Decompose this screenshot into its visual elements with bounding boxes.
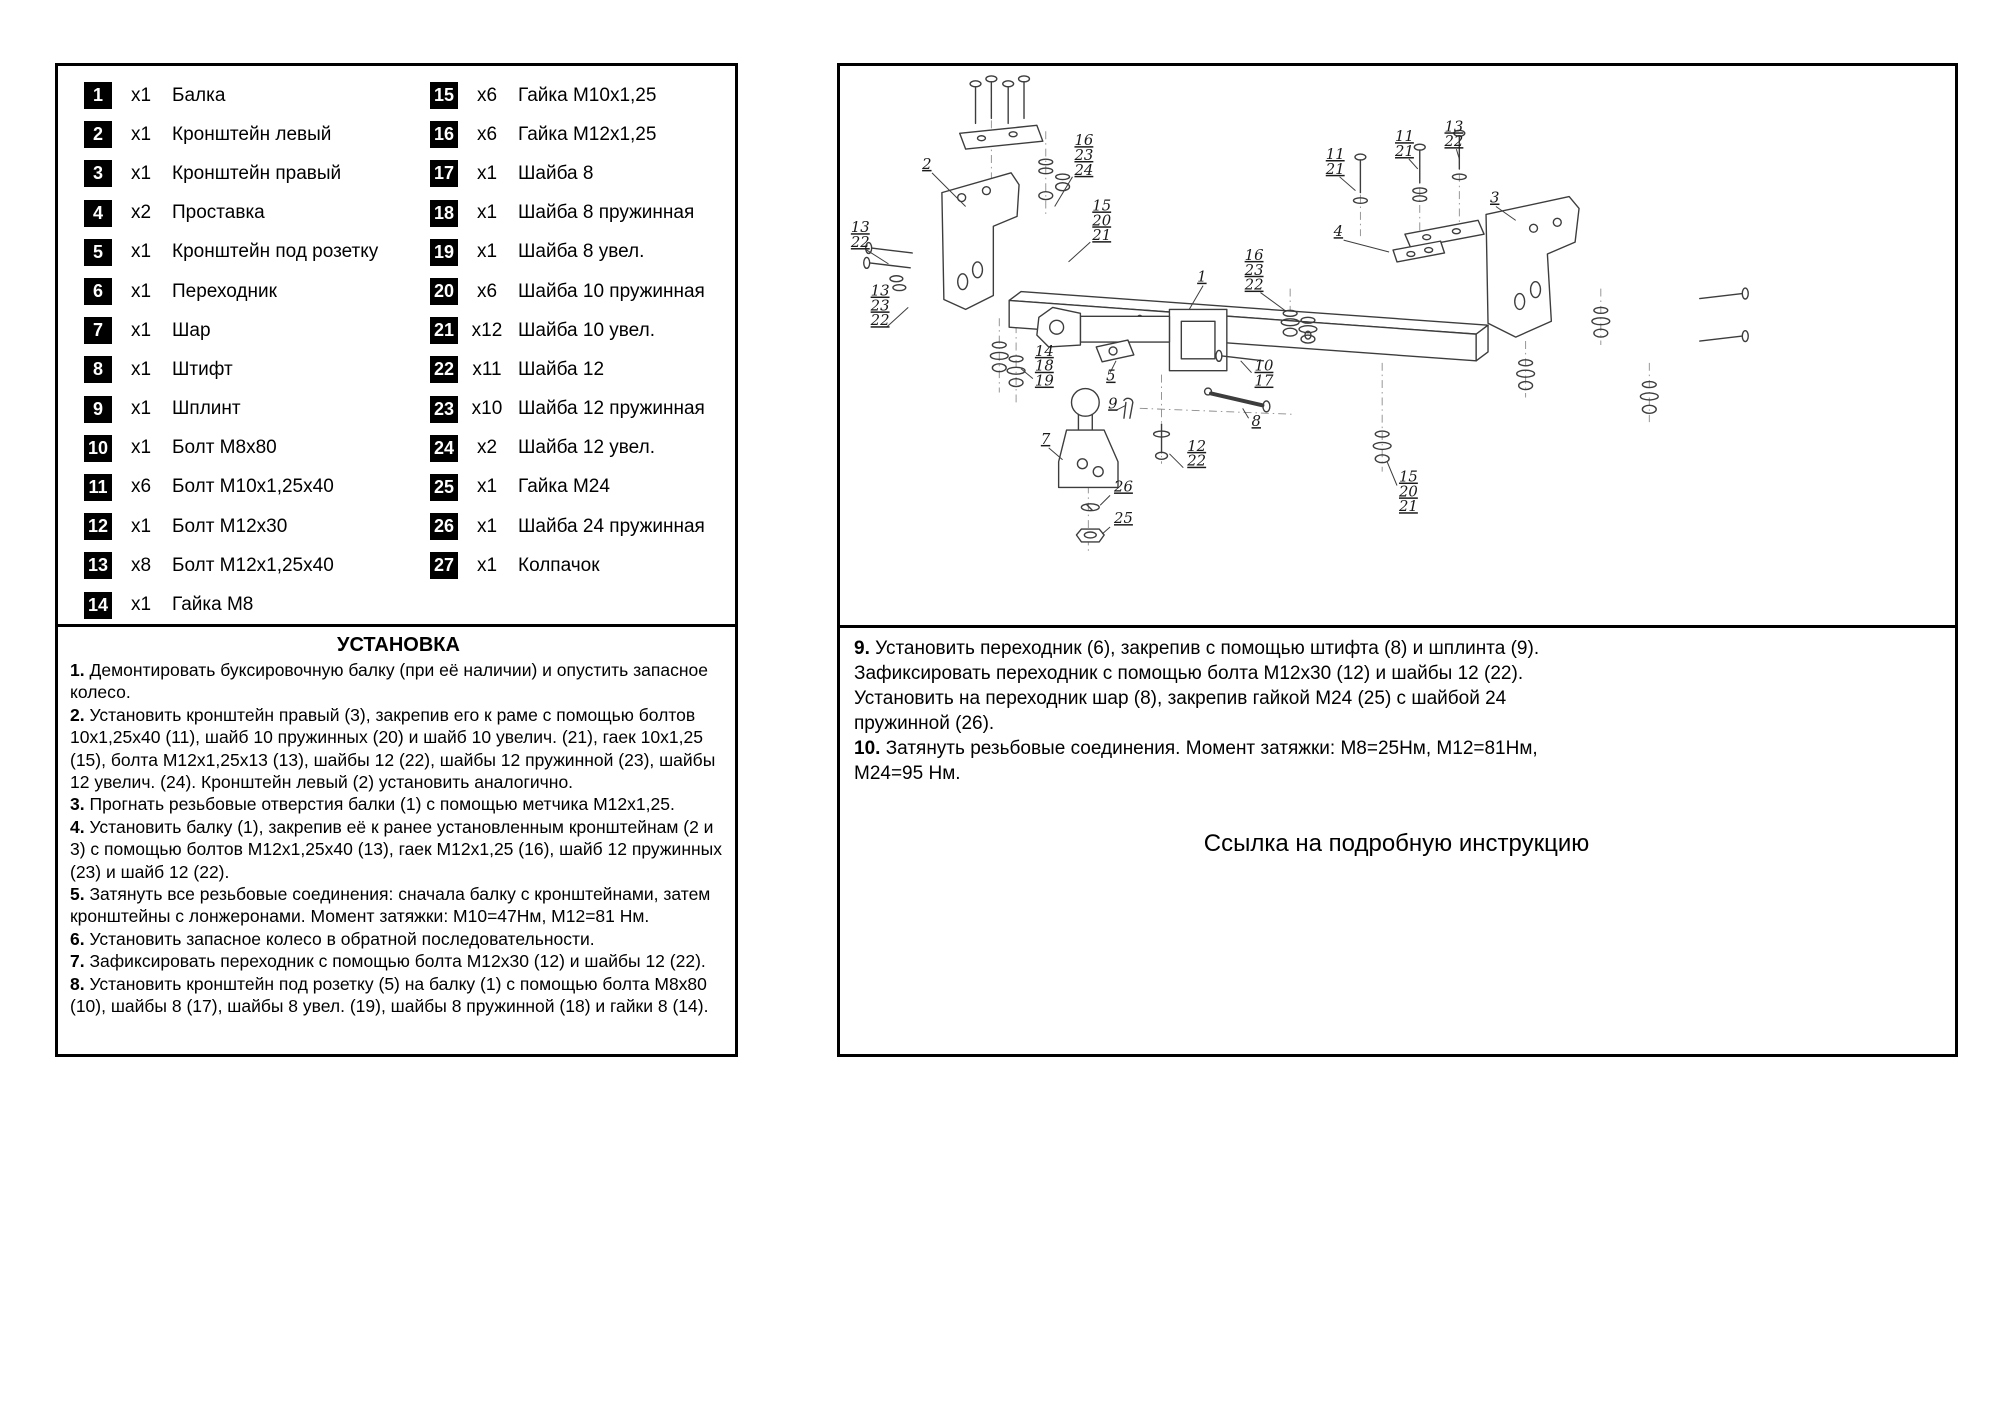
part-qty: x1	[476, 162, 498, 184]
diagram-callout-11: 11	[1395, 128, 1414, 146]
step-number: 1.	[70, 660, 85, 680]
part-name: Шайба 8 увел.	[518, 241, 645, 263]
part-qty: x6	[476, 123, 498, 145]
diagram-callout-10: 10	[1254, 357, 1274, 375]
part-number-badge: 3	[84, 160, 112, 187]
part-row	[84, 272, 430, 311]
part-number-badge: 13	[84, 552, 112, 579]
diagram-callout-22: 22	[870, 312, 890, 330]
parts-column-2	[430, 76, 735, 625]
part-name: Шайба 10 пружинная	[518, 280, 705, 302]
step-number: 7.	[70, 951, 85, 972]
installation-steps	[70, 659, 727, 1018]
diagram-callout-26: 26	[1114, 478, 1133, 496]
diagram-callout-20: 20	[1092, 212, 1112, 230]
diagram-callout-5: 5	[1106, 367, 1116, 385]
right-panel-box	[837, 63, 1958, 1057]
step-number: 5.	[70, 884, 85, 905]
parts-grid	[84, 76, 735, 625]
diagram-callout-20: 20	[1398, 483, 1418, 501]
part-qty: x1	[130, 515, 152, 537]
step-number: 6.	[70, 928, 85, 949]
diagram-callout-4: 4	[1333, 223, 1344, 241]
part-name: Болт М10х1,25х40	[172, 476, 334, 498]
part-name: Балка	[172, 84, 226, 106]
installation-step	[70, 973, 727, 1018]
step-text: Установить переходник (6), закрепив с помощью штифта (8) и шплинта (9). Зафиксировать переходник с помощью болта М12х30 (12) и шайбы 12 (22). Установить на переходник шар (8), закрепив гайкой М24 (25) с шайбой 24 пружинной (26).	[854, 638, 1540, 734]
callout-leader-line	[886, 307, 908, 327]
step-text: Установить кронштейн под розетку (5) на балку (1) с помощью болта М8х80 (10), шайбы 8 (17), шайбы 8 увел. (19), шайбы 8 пружинной (18) и гайки 8 (14).	[70, 973, 709, 1017]
part-number-badge: 22	[430, 356, 458, 383]
part-qty: x1	[130, 437, 152, 459]
part-qty: x6	[130, 476, 152, 498]
part-number-badge: 19	[430, 239, 458, 266]
part-number-badge: 2	[84, 121, 112, 148]
part-row	[84, 468, 430, 507]
installation-step	[70, 704, 727, 794]
diagram-callout-23: 23	[1244, 261, 1264, 279]
step-number: 3.	[70, 794, 85, 815]
part-name: Проставка	[172, 202, 265, 224]
left-bracket	[942, 173, 1019, 310]
hitch-pin	[1205, 388, 1270, 412]
part-qty: x1	[130, 358, 152, 380]
part-row	[430, 154, 735, 193]
part-qty: x1	[476, 202, 498, 224]
part-number-badge: 14	[84, 592, 112, 619]
part-row	[84, 350, 430, 389]
part-number-badge: 16	[430, 121, 458, 148]
part-name: Кронштейн левый	[172, 123, 332, 145]
part-qty: x1	[130, 162, 152, 184]
diagram-callout-22: 22	[1444, 133, 1464, 151]
right-bracket-flange	[1405, 220, 1484, 248]
part-name: Колпачок	[518, 554, 600, 576]
part-number-badge: 7	[84, 317, 112, 344]
part-row	[84, 194, 430, 233]
part-name: Шайба 12 пружинная	[518, 398, 705, 420]
part-row	[430, 233, 735, 272]
diagram-callout-16: 16	[1074, 132, 1094, 150]
diagram-callout-21: 21	[1398, 498, 1418, 516]
right-steps	[854, 636, 1939, 786]
installation-step	[70, 659, 727, 704]
part-qty: x1	[476, 476, 498, 498]
part-qty: x11	[472, 358, 502, 380]
diagram-callout-13: 13	[850, 219, 870, 237]
part-name: Шайба 12	[518, 358, 605, 380]
diagram-callout-25: 25	[1114, 510, 1133, 528]
diagram-callout-15: 15	[1398, 468, 1418, 486]
part-qty: x1	[130, 398, 152, 420]
right-bracket	[1486, 197, 1579, 337]
part-qty: x12	[471, 319, 503, 341]
part-name: Болт М12х1,25х40	[172, 554, 334, 576]
step-text: Зафиксировать переходник с помощью болта М12х30 (12) и шайбы 12 (22).	[89, 951, 706, 972]
diagram-callout-1: 1	[1197, 268, 1207, 286]
installation-step	[70, 793, 727, 815]
part-row	[430, 350, 735, 389]
installation-step	[70, 950, 727, 972]
diagram-callout-22: 22	[850, 234, 870, 252]
diagram-callout-7: 7	[1040, 430, 1051, 448]
part-name: Шар	[172, 319, 211, 341]
part-row	[84, 546, 430, 585]
bolt-group-far-right	[1592, 288, 1748, 413]
installation-step	[70, 816, 727, 883]
part-number-badge: 1	[84, 82, 112, 109]
bolt-12	[1154, 424, 1170, 459]
part-row	[430, 194, 735, 233]
part-row	[430, 115, 735, 154]
part-row	[84, 507, 430, 546]
part-row	[84, 311, 430, 350]
part-name: Шайба 24 пружинная	[518, 515, 705, 537]
part-qty: x2	[130, 202, 152, 224]
step-text: Установить балку (1), закрепив её к ранее установленным кронштейнам (2 и 3) с помощью болтов М12х1,25х40 (13), гаек М12х1,25 (16), шайб 12 пружинных (23) и шайб 12 (22).	[70, 816, 722, 882]
part-name: Шайба 12 увел.	[518, 437, 655, 459]
part-qty: x1	[130, 123, 152, 145]
callout-leader-line	[1340, 177, 1356, 191]
callout-leader-line	[1241, 361, 1252, 373]
part-number-badge: 25	[430, 474, 458, 501]
part-number-badge: 24	[430, 435, 458, 462]
part-row	[430, 507, 735, 546]
part-row	[84, 115, 430, 154]
part-name: Кронштейн правый	[172, 162, 342, 184]
diagram-callout-17: 17	[1254, 372, 1274, 390]
assembly-diagram	[840, 66, 1955, 625]
callout-leader-line	[1243, 408, 1249, 418]
part-row	[430, 272, 735, 311]
part-number-badge: 6	[84, 278, 112, 305]
part-number-badge: 21	[430, 317, 458, 344]
diagram-callout-22: 22	[1187, 452, 1207, 470]
part-qty: x6	[476, 84, 498, 106]
step-number: 4.	[70, 816, 85, 837]
part-number-badge: 11	[84, 474, 112, 501]
installation-step	[70, 883, 727, 928]
diagram-area	[840, 66, 1955, 628]
part-name: Шайба 8	[518, 162, 594, 184]
diagram-callout-21: 21	[1092, 227, 1112, 245]
diagram-callout-8: 8	[1251, 413, 1262, 431]
diagram-callout-24: 24	[1074, 161, 1094, 179]
callout-leader-line	[1102, 527, 1110, 534]
step-text: Установить кронштейн правый (3), закрепив его к раме с помощью болтов 10х1,25х40 (11), шайб 10 пружинных (20) и шайб 10 увелич. (21), гаек 10х1,25 (15), болта М12х1,25х13 (13), шайбы 12 (22), шайбы 12 пружинной (23), шайбы 12 увелич. (24). Кронштейн левый (2) установить аналогично.	[70, 704, 716, 793]
part-number-badge: 27	[430, 552, 458, 579]
diagram-callout-18: 18	[1034, 357, 1054, 375]
diagram-callout-15: 15	[1092, 197, 1112, 215]
diagram-callout-13: 13	[1444, 118, 1464, 136]
part-qty: x6	[476, 280, 498, 302]
part-name: Гайка М10х1,25	[518, 84, 657, 106]
diagram-callout-23: 23	[870, 297, 890, 315]
part-row	[430, 390, 735, 429]
diagram-callout-21: 21	[1325, 160, 1345, 178]
callout-leader-line	[1069, 242, 1091, 262]
part-row	[84, 154, 430, 193]
step-text: Затянуть все резьбовые соединения: сначала балку с кронштейнами, затем кронштейны с лонжеронами. Момент затяжки: М10=47Нм, М12=81 Нм.	[70, 884, 711, 927]
callout-leader-line	[1344, 240, 1390, 252]
installation-step	[854, 636, 1562, 736]
part-row	[84, 390, 430, 429]
part-row	[430, 311, 735, 350]
part-name: Кронштейн под розетку	[172, 241, 379, 263]
part-name: Гайка М8	[172, 594, 254, 616]
diagram-callout-2: 2	[922, 155, 932, 173]
part-row	[430, 468, 735, 507]
diagram-callout-21: 21	[1395, 143, 1414, 161]
part-qty: x8	[130, 554, 152, 576]
callout-leader-line	[1169, 454, 1183, 468]
nut-and-washer-24	[1076, 504, 1104, 542]
part-qty: x1	[130, 280, 152, 302]
part-name: Болт М12х30	[172, 515, 288, 537]
part-name: Шплинт	[172, 398, 241, 420]
diagram-callout-23: 23	[1074, 146, 1094, 164]
part-name: Гайка М12х1,25	[518, 123, 657, 145]
part-name: Штифт	[172, 358, 233, 380]
diagram-callout-22: 22	[1244, 276, 1264, 294]
installation-box	[55, 624, 738, 1057]
diagram-callout-19: 19	[1034, 372, 1054, 390]
step-number: 10.	[854, 738, 881, 759]
washer-stack-right	[1373, 360, 1534, 463]
part-row	[430, 546, 735, 585]
part-name: Гайка М24	[518, 476, 610, 498]
diagram-callout-11: 11	[1325, 146, 1345, 164]
parts-column-1	[84, 76, 430, 625]
part-qty: x1	[476, 554, 498, 576]
installation-title: УСТАНОВКА	[337, 634, 460, 656]
part-qty: x1	[130, 319, 152, 341]
part-number-badge: 8	[84, 356, 112, 383]
step-text: Демонтировать буксировочную балку (при её наличии) и опустить запасное колесо.	[70, 660, 708, 703]
part-number-badge: 18	[430, 200, 458, 227]
detailed-instruction-link: Ссылка на подробную инструкцию	[1203, 830, 1590, 857]
callout-leader-line	[1100, 495, 1110, 505]
part-number-badge: 4	[84, 200, 112, 227]
installation-step	[854, 736, 1562, 786]
part-number-badge: 23	[430, 396, 458, 423]
part-qty: x2	[476, 437, 498, 459]
parts-list-box	[55, 63, 738, 627]
installation-step	[70, 928, 727, 950]
right-text-area	[840, 628, 1955, 858]
part-number-badge: 9	[84, 396, 112, 423]
callout-leader-line	[1055, 177, 1073, 207]
part-qty: x1	[476, 515, 498, 537]
step-number: 9.	[854, 638, 870, 659]
part-number-badge: 5	[84, 239, 112, 266]
part-name: Болт М8х80	[172, 437, 277, 459]
part-row	[430, 429, 735, 468]
step-text: Затянуть резьбовые соединения. Момент затяжки: М8=25Нм, М12=81Нм, М24=95 Нм.	[854, 738, 1538, 784]
diagram-callout-9: 9	[1108, 395, 1118, 413]
part-qty: x10	[471, 398, 503, 420]
part-row	[84, 585, 430, 624]
part-name: Шайба 8 пружинная	[518, 202, 695, 224]
part-number-badge: 15	[430, 82, 458, 109]
step-text: Установить запасное колесо в обратной последовательности.	[89, 928, 595, 949]
part-qty: x1	[130, 84, 152, 106]
part-number-badge: 12	[84, 513, 112, 540]
part-row	[84, 76, 430, 115]
diagram-callout-14: 14	[1034, 342, 1054, 360]
diagram-callout-13: 13	[870, 282, 890, 300]
washer-stack-left	[990, 342, 1025, 387]
part-name: Переходник	[172, 280, 277, 302]
socket-bracket	[1096, 340, 1134, 362]
diagram-callout-3: 3	[1490, 189, 1500, 207]
part-number-badge: 10	[84, 435, 112, 462]
diagram-callout-12: 12	[1187, 437, 1207, 455]
part-row	[84, 429, 430, 468]
part-row	[84, 233, 430, 272]
part-number-badge: 20	[430, 278, 458, 305]
step-text: Прогнать резьбовые отверстия балки (1) с помощью метчика М12х1,25.	[89, 794, 675, 815]
diagram-callout-16: 16	[1244, 246, 1264, 264]
part-qty: x1	[476, 241, 498, 263]
callout-leader-line	[1387, 462, 1397, 486]
part-number-badge: 17	[430, 160, 458, 187]
part-name: Шайба 10 увел.	[518, 319, 655, 341]
part-qty: x1	[130, 241, 152, 263]
part-row	[430, 76, 735, 115]
cotter-pin	[1124, 398, 1133, 418]
step-number: 8.	[70, 973, 85, 994]
part-number-badge: 26	[430, 513, 458, 540]
callout-leader-line	[1409, 159, 1418, 169]
step-number: 2.	[70, 704, 85, 725]
part-qty: x1	[130, 594, 152, 616]
